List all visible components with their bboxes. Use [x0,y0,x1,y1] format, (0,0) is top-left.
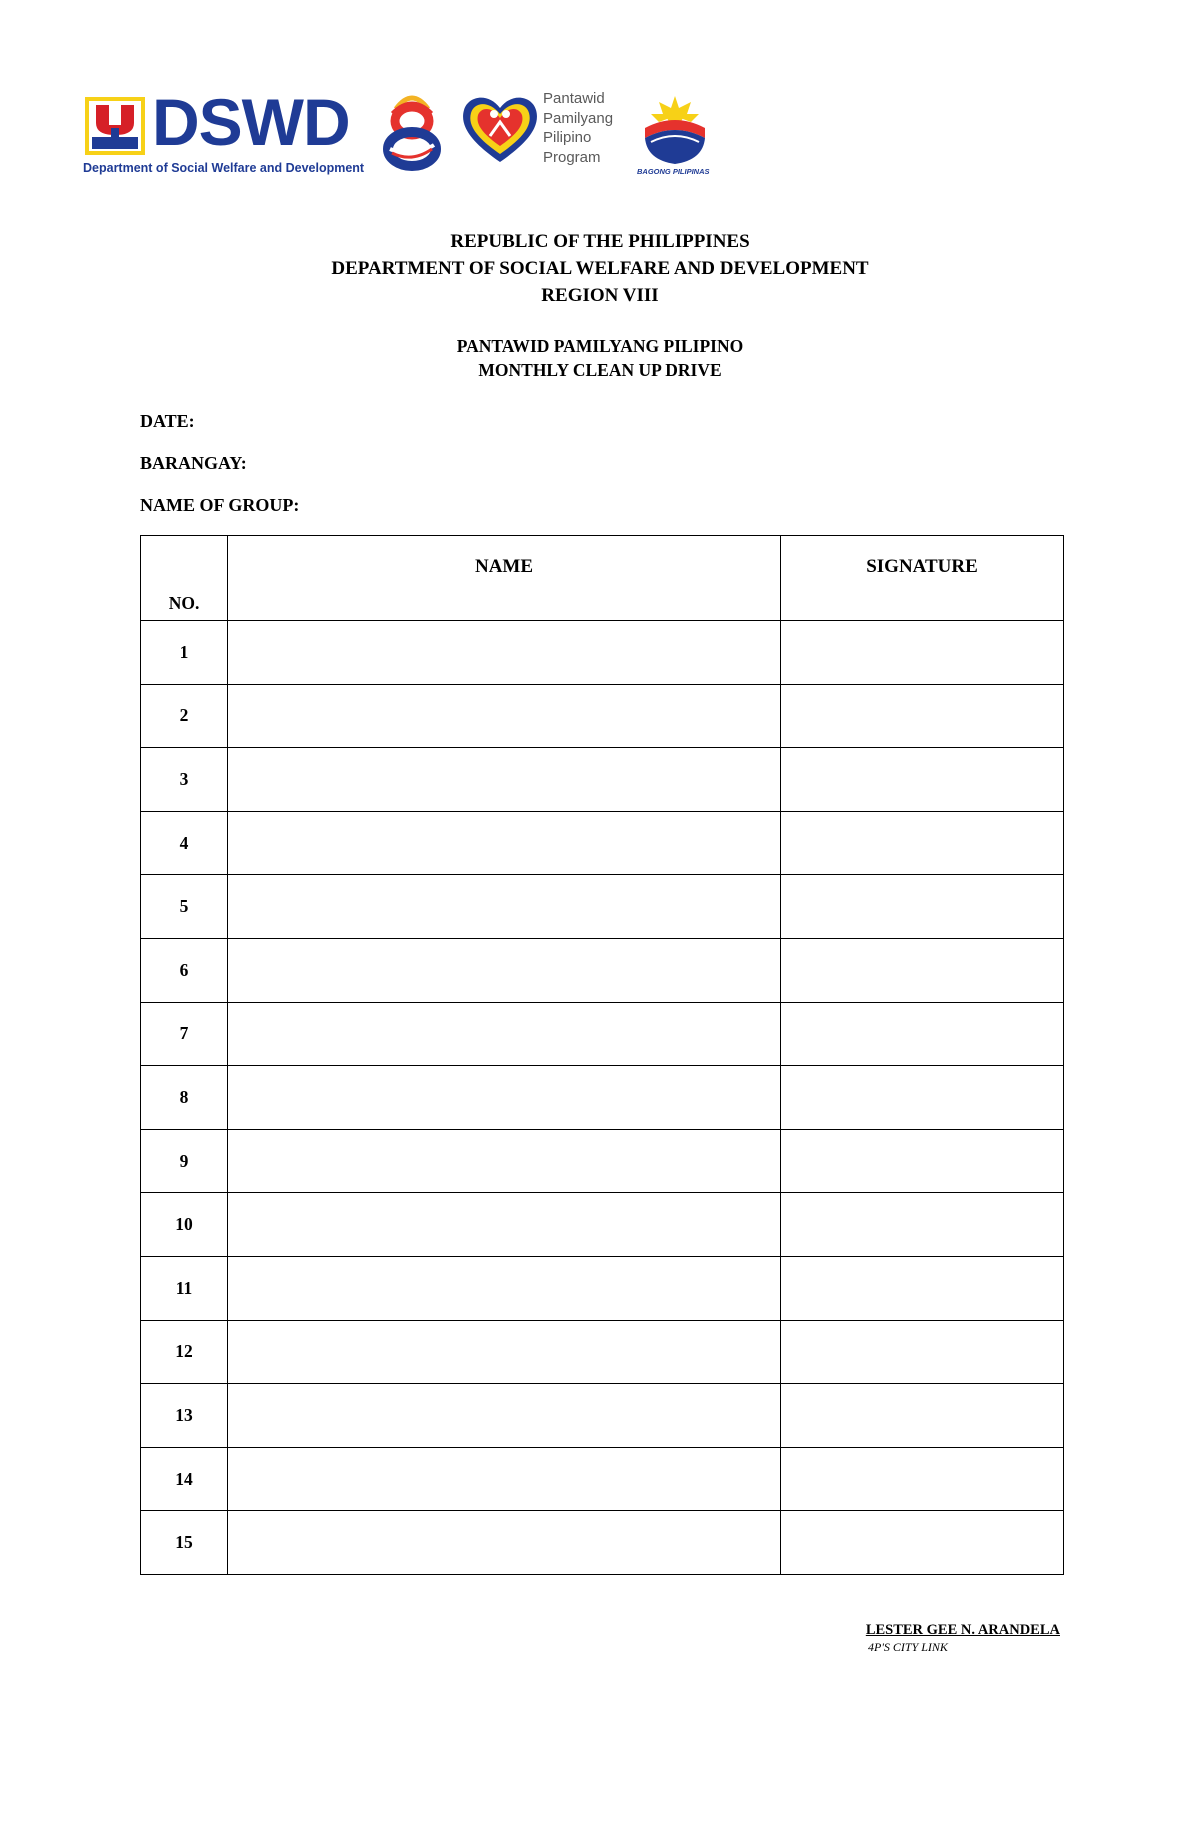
row-number-cell: 14 [141,1447,228,1511]
table-row [141,938,1064,1002]
name-entry-cell[interactable] [228,1384,781,1448]
table-row [141,621,1064,685]
row-number-cell: 7 [141,1002,228,1066]
name-entry-cell[interactable] [228,1447,781,1511]
name-entry-cell[interactable] [228,1193,781,1257]
name-entry-cell[interactable] [228,684,781,748]
dswd-logo [80,85,370,178]
signature-entry-cell[interactable] [781,1002,1064,1066]
activity-heading: MONTHLY CLEAN UP DRIVE [478,360,722,380]
table-body [141,621,1064,1575]
row-number-cell: 8 [141,1066,228,1130]
row-number-cell: 9 [141,1129,228,1193]
signature-entry-cell[interactable] [781,1320,1064,1384]
row-number-cell: 10 [141,1193,228,1257]
signature-entry-cell[interactable] [781,748,1064,812]
row-number-cell: 6 [141,938,228,1002]
name-entry-cell[interactable] [228,1320,781,1384]
row-number-cell: 11 [141,1256,228,1320]
row-number-cell: 2 [141,684,228,748]
signature-entry-cell[interactable] [781,1384,1064,1448]
table-row [141,1511,1064,1575]
republic-heading: REPUBLIC OF THE PHILIPPINES [450,231,750,252]
table-row [141,1320,1064,1384]
region-heading: REGION VIII [541,285,659,306]
bagong-pilipinas-caption: BAGONG PILIPINAS [637,167,710,176]
dswd-emblem-icon [84,96,146,156]
table-row [141,1066,1064,1130]
dswd-tagline: Department of Social Welfare and Development [83,161,365,175]
row-number-cell: 15 [141,1511,228,1575]
row-number-cell: 13 [141,1384,228,1448]
group-name-label: NAME OF GROUP: [140,495,300,515]
pantawid-heart-logo-icon [460,92,540,164]
signature-entry-cell[interactable] [781,1193,1064,1257]
eight-anniversary-logo-icon [374,91,450,171]
table-row [141,1193,1064,1257]
row-number-cell: 3 [141,748,228,812]
name-entry-cell[interactable] [228,1002,781,1066]
signature-entry-cell[interactable] [781,811,1064,875]
program-line-2: Pamilyang [543,109,614,127]
signature-entry-cell[interactable] [781,875,1064,939]
name-entry-cell[interactable] [228,1511,781,1575]
signature-entry-cell[interactable] [781,1129,1064,1193]
signature-entry-cell[interactable] [781,938,1064,1002]
logo-strip [80,85,730,188]
name-entry-cell[interactable] [228,1066,781,1130]
signature-entry-cell[interactable] [781,1066,1064,1130]
table-row [141,684,1064,748]
barangay-label: BARANGAY: [140,453,247,473]
program-name-text [543,89,613,167]
table-row [141,1447,1064,1511]
bagong-pilipinas-emblem-icon [633,92,718,166]
name-entry-cell[interactable] [228,811,781,875]
name-entry-cell[interactable] [228,938,781,1002]
name-entry-cell[interactable] [228,1129,781,1193]
table-row [141,1384,1064,1448]
program-line-1: Pantawid [543,90,605,107]
table-row [141,1129,1064,1193]
attendance-table [140,535,1064,1575]
date-label: DATE: [140,411,195,431]
name-entry-cell[interactable] [228,748,781,812]
signatory-title: 4P'S CITY LINK [868,1640,948,1654]
row-number-cell: 1 [141,621,228,685]
signatory-name: LESTER GEE N. ARANDELA [865,1622,1060,1638]
program-line-3: Pilipino [543,129,592,146]
signature-entry-cell[interactable] [781,1511,1064,1575]
table-row [141,1256,1064,1320]
name-entry-cell[interactable] [228,621,781,685]
table-row [141,1002,1064,1066]
table-row [141,748,1064,812]
department-heading: DEPARTMENT OF SOCIAL WELFARE AND DEVELOPMENT [331,258,869,279]
row-number-cell: 12 [141,1320,228,1384]
column-header-name: NAME [228,536,781,621]
name-entry-cell[interactable] [228,875,781,939]
dswd-wordmark: DSWD [152,85,350,159]
bagong-pilipinas-logo [633,92,718,178]
program-heading: PANTAWID PAMILYANG PILIPINO [456,336,744,356]
signature-entry-cell[interactable] [781,621,1064,685]
column-header-no: NO. [141,536,228,621]
row-number-cell: 5 [141,875,228,939]
name-entry-cell[interactable] [228,1256,781,1320]
table-row [141,875,1064,939]
program-line-4: Program [543,148,601,166]
signature-entry-cell[interactable] [781,1256,1064,1320]
table-row [141,811,1064,875]
row-number-cell: 4 [141,811,228,875]
column-header-signature: SIGNATURE [781,536,1064,621]
signature-entry-cell[interactable] [781,1447,1064,1511]
signature-entry-cell[interactable] [781,684,1064,748]
table-header-row [141,536,1064,621]
